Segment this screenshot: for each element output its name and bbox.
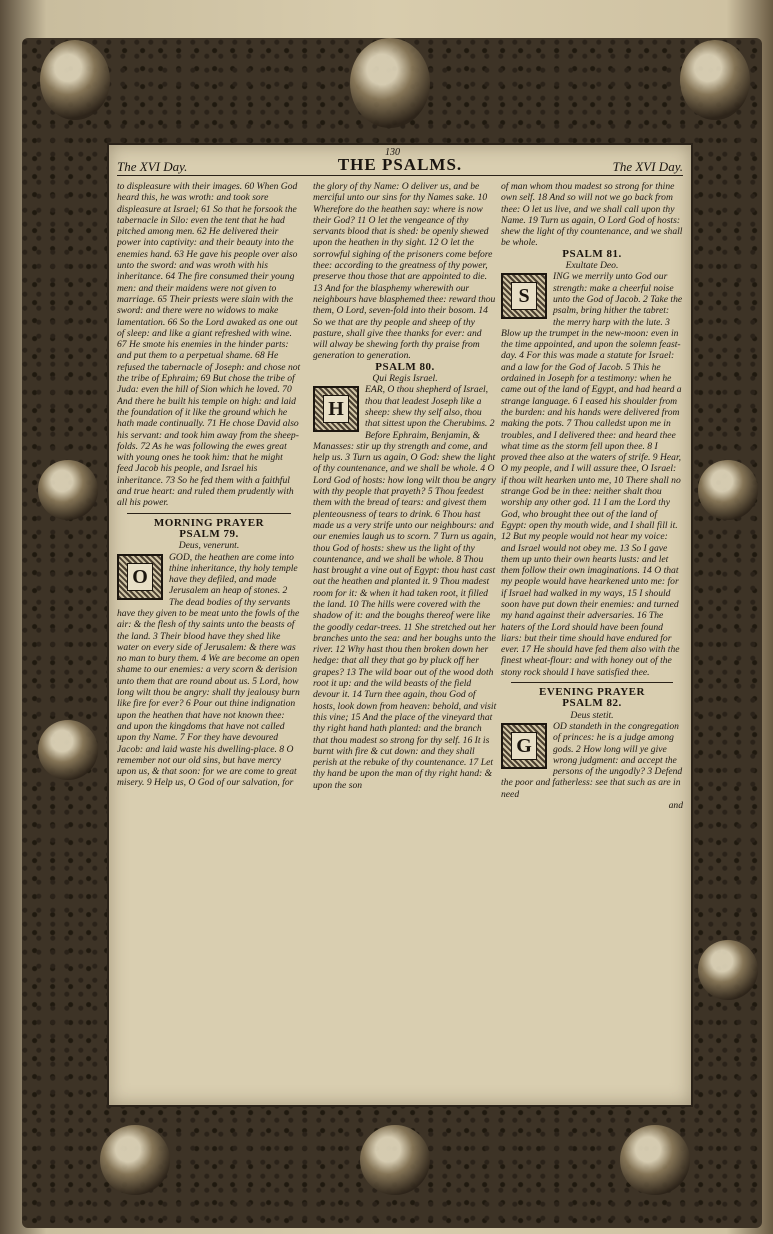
divider xyxy=(511,682,673,683)
drop-cap-letter: H xyxy=(323,395,349,423)
cherub-ornament-top-left xyxy=(40,40,110,120)
cherub-ornament-bottom-left xyxy=(100,1125,170,1195)
divider xyxy=(127,513,291,514)
drop-cap-initial xyxy=(501,273,547,319)
section-heading: MORNING PRAYER xyxy=(153,516,265,529)
drop-cap-letter: O xyxy=(127,563,153,591)
page-number: 130 xyxy=(385,147,400,158)
verse-text: GOD, the heathen are come into thine inheritance, thy holy temple have they defiled, and made Jerusalem an heap of stones. 2 The dead bodies of thy servants have they given to be meat unto the fowls of the air: & the flesh of thy saints unto the beasts of the land. 3 Their blood have they shed like water on every side of Jerusalem: & there was no man to bury them. 4 We are become an open shame to our enemies: a very scorn & derision unto them that are round about us. 5 Lord, how long wilt thou be angry: shall thy jealousy burn like fire for ever? 6 Pour out thine indignation upon the heathen that have not known thee: and upon the kingdoms that have not called upon thy Name. 7 For they have devoured Jacob: and laid waste his dwelling-place. 8 O remember not our old sins, but have mercy upon us, & that soon: for we are come to great misery. 9 Help us, O God of our salvation, for xyxy=(117,551,300,789)
column-2 xyxy=(313,181,497,1099)
drop-cap-initial xyxy=(501,723,547,769)
running-head-right: The XVI Day. xyxy=(612,159,683,174)
cherub-ornament-bottom-right xyxy=(620,1125,690,1195)
drop-cap-initial xyxy=(117,554,163,600)
psalm-heading: PSALM 82. xyxy=(562,697,622,710)
verse-text: to displeasure with their images. 60 When God heard this, he was wroth: and took sore displeasure at Israel; 61 So that he forsook the tabernacle in Silo: even the tent that he had pitched among men. 62 He delivered their power into captivity: and their beauty into the enemies hand. 63 He gave his people over also unto the sword: and was wroth with his inheritance. 64 The fire consumed their young men: and their maidens were not given to marriage. 65 Their priests were slain with the sword: and there were no widows to make lamentation. 66 So the Lord awaked as one out of sleep: and like a giant refreshed with wine. 67 He smote his enemies in the hinder parts: and put them to a perpetual shame. 68 He refused the tabernacle of Joseph: and chose not the tribe of Ephraim; 69 But chose the tribe of Juda: even the hill of Sion which he loved. 70 And there he built his temple on high: and laid the foundation of it like the ground which he hath made continually. 71 He chose David also his servant: and took him away from the sheep-folds. 72 As he was following the ewes great with young ones he took him: that he might feed Jacob his people, and Israel his inheritance. 73 So he fed them with a faithful and true heart: and ruled them prudently with all his power. xyxy=(117,181,301,509)
verse-text: ING we merrily unto God our strength: make a cheerful noise unto the God of Jacob. 2 Take the psalm, bring hither the tabret: the merry harp with the lute. 3 Blow up the trumpet in the new-moon: even in the time appointed, and upon the solemn feast-day. 4 For this was made a statute for Israel: and a law for the God of Jacob. 5 This he ordained in Joseph for a testimony: when he came out of the land of Egypt, and had heard a strange language. 6 I eased his shoulder from the burden: and his hands were delivered from making the pots. 7 Thou calledst upon me in troubles, and I delivered thee: and heard thee what time as the storm fell upon thee. 8 I proved thee also at the waters of strife. 9 Hear, O my people, and I will assure thee, O Israel: if thou wilt hearken unto me, 10 There shall no strange God be in thee: neither shalt thou worship any other god. 11 I am the Lord thy God, who brought thee out of the land of Egypt: open thy mouth wide, and I shall fill it. 12 But my people would not hear my voice: and Israel would not obey me. 13 So I gave them up unto their own hearts lusts: and let them follow their own imaginations. 14 O that my people would have hearkened unto me: for if Israel had walked in my ways, 15 I should soon have put down their enemies: and turned my hand against their adversaries. 16 The haters of the Lord should have been found liars: but their time should have endured for ever. 17 He should have fed them also with the finest wheat-flour: and with honey out of the stony rock should I have satisfied thee. xyxy=(501,271,683,678)
psalm-subtitle: Exultate Deo. xyxy=(565,260,619,272)
verse-text: the glory of thy Name: O deliver us, and be merciful unto our sins for thy Names sake. 10 Wherefore do the heathen say: where is now their God? 11 O let the vengeance of thy servants blood that is shed: be openly shewed upon the heathen in thy sight. 12 O let the sorrowful sighing of the prisoners come before thee: according to the greatness of thy power, preserve thou those that are appointed to die. 13 And for the blasphemy wherewith our neighbours have blasphemed thee: reward thou them, O Lord, seven-fold into their bosom. 14 So we that are thy people and sheep of thy pasture, shall give thee thanks for ever: and will alway be shewing forth thy praise from generation to generation. xyxy=(313,181,496,362)
verse-text: OD standeth in the congregation of princes: he is a judge among gods. 2 How long will ye give wrong judgment: and accept the persons of the ungodly? 3 Defend the poor and fatherless: see that such as are in need xyxy=(501,720,683,800)
cherub-ornament-top-center xyxy=(350,38,430,128)
running-head-left: The XVI Day. xyxy=(117,159,188,174)
psalm-heading: PSALM 81. xyxy=(562,247,622,260)
section-heading: EVENING PRAYER xyxy=(539,686,645,699)
cherub-ornament-bottom-center xyxy=(360,1125,430,1195)
verse-text: EAR, O thou shepherd of Israel, thou that leadest Joseph like a sheep: shew thy self also, thou that sittest upon the Cherubims. 2 Before Ephraim, Benjamin, & Manasses: stir up thy strength and come, and help us. 3 Turn us again, O God: shew the light of thy countenance, and we shall be whole. 4 O Lord God of hosts: how long wilt thou be angry with thy people that prayeth? 5 Thou feedest them with the bread of tears: and givest them plenteousness of tears to drink. 6 Thou hast made us a very strife unto our neighbours: and our enemies laugh us to scorn. 7 Turn us again, thou God of hosts: shew us the light of thy countenance, and we shall be whole. 8 Thou hast brought a vine out of Egypt: thou hast cast out the heathen and planted it. 9 Thou madest room for it: & when it had taken root, it filled the land. 10 The hills were covered with the shadow of it: and the boughs thereof were like the goodly cedar-trees. 11 She stretched out her branches unto the sea: and her boughs unto the river. 12 Why hast thou then broken down her hedge: that all they that go by pluck off her grapes? 13 The wild boar out of the wood doth root it up: and the wild beasts of the field devour it. 14 Turn thee again, thou God of hosts, look down from heaven: behold, and visit this vine; 15 And the place of the vineyard that thy right hand hath planted: and the branch that thou madest so strong for thy self. 16 It is burnt with fire & cut down: and they shall perish at the rebuke of thy countenance. 17 Let thy hand be upon the man of thy right hand: & upon the son xyxy=(313,384,497,791)
cherub-ornament-top-right xyxy=(680,40,750,120)
drop-cap-letter: G xyxy=(511,732,537,760)
drop-cap-letter: S xyxy=(511,282,537,310)
header-rule xyxy=(117,175,683,176)
column-3 xyxy=(501,181,683,1099)
psalm-subtitle: Qui Regis Israel. xyxy=(372,373,438,385)
verse-text: of man whom thou madest so strong for thine own self. 18 And so will not we go back from thee: O let us live, and we shall call upon thy Name. 19 Turn us again, O Lord God of hosts: shew the light of thy countenance, and we shall be whole. xyxy=(501,181,683,249)
psalm-subtitle: Deus stetit. xyxy=(570,709,614,721)
cherub-ornament-left-1 xyxy=(38,460,98,520)
psalm-subtitle: Deus, venerunt. xyxy=(178,540,240,552)
cherub-ornament-right-2 xyxy=(698,940,758,1000)
psalm-heading: PSALM 79. xyxy=(179,527,239,540)
column-1 xyxy=(117,181,301,1099)
page-title: THE PSALMS. xyxy=(337,155,463,174)
text-panel xyxy=(107,143,693,1107)
cherub-ornament-left-2 xyxy=(38,720,98,780)
cherub-ornament-right-1 xyxy=(698,460,758,520)
catchword: and xyxy=(668,800,683,812)
drop-cap-initial xyxy=(313,386,359,432)
page-header xyxy=(117,147,683,177)
psalm-heading: PSALM 80. xyxy=(375,360,435,373)
